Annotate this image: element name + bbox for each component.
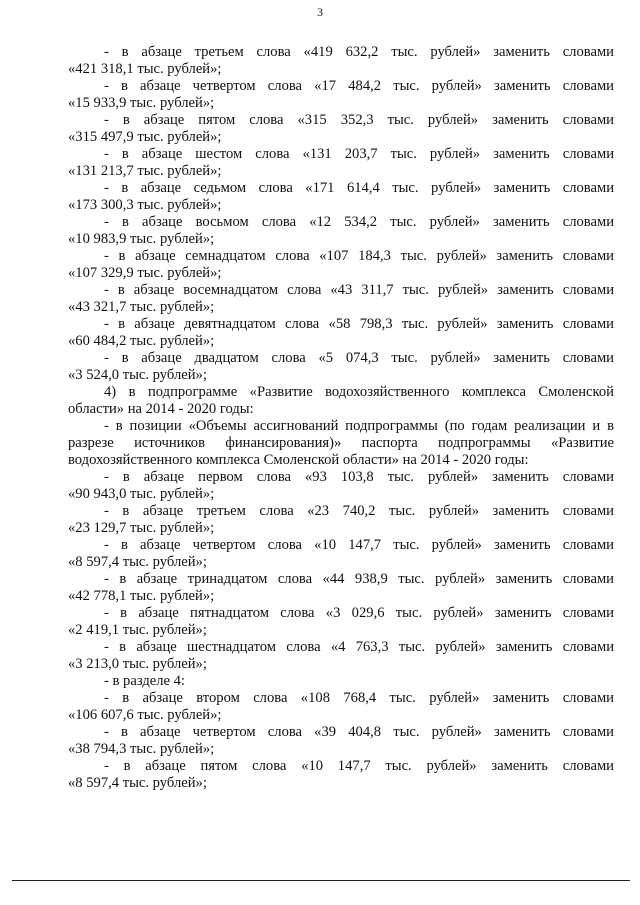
paragraph-line: «60 484,2 тыс. рублей»;: [68, 333, 215, 349]
paragraph: [68, 180, 614, 214]
paragraph-line: - в абзаце четвертом слова «10 147,7 тыс. рублей» заменить словами: [104, 537, 614, 553]
paragraph-line: «42 778,1 тыс. рублей»;: [68, 588, 215, 604]
paragraph-line: 4) в подпрограмме «Развитие водохозяйственного комплекса Смоленской: [104, 384, 614, 400]
paragraph: [68, 758, 614, 792]
paragraph-line: «315 497,9 тыс. рублей»;: [68, 129, 222, 145]
paragraph-line: - в абзаце семнадцатом слова «107 184,3 тыс. рублей» заменить словами: [104, 248, 614, 264]
paragraph-line: «8 597,4 тыс. рублей»;: [68, 554, 207, 570]
paragraph-line: «106 607,6 тыс. рублей»;: [68, 707, 222, 723]
paragraph-line: - в абзаце седьмом слова «171 614,4 тыс. рублей» заменить словами: [104, 180, 614, 196]
paragraph-line: - в абзаце двадцатом слова «5 074,3 тыс. рублей» заменить словами: [104, 350, 614, 366]
paragraph: [68, 673, 614, 690]
paragraph: [68, 112, 614, 146]
paragraph: [68, 350, 614, 384]
paragraph: [68, 537, 614, 571]
paragraph-line: «421 318,1 тыс. рублей»;: [68, 61, 222, 77]
paragraph-line: - в абзаце пятом слова «315 352,3 тыс. рублей» заменить словами: [104, 112, 614, 128]
paragraph-line: «107 329,9 тыс. рублей»;: [68, 265, 222, 281]
paragraph-line: «23 129,7 тыс. рублей»;: [68, 520, 215, 536]
paragraph-line: - в позиции «Объемы ассигнований подпрограммы (по годам реализации и в: [104, 418, 614, 434]
paragraph-line: «2 419,1 тыс. рублей»;: [68, 622, 207, 638]
paragraph: [68, 605, 614, 639]
paragraph: [68, 214, 614, 248]
paragraph-line: - в разделе 4:: [104, 673, 185, 689]
paragraph-line: - в абзаце первом слова «93 103,8 тыс. рублей» заменить словами: [104, 469, 614, 485]
paragraph-line: «38 794,3 тыс. рублей»;: [68, 741, 215, 757]
paragraph: [68, 469, 614, 503]
paragraph: [68, 503, 614, 537]
paragraph-line: - в абзаце третьем слова «419 632,2 тыс. рублей» заменить словами: [104, 44, 614, 60]
paragraph-line: области» на 2014 - 2020 годы:: [68, 401, 254, 417]
paragraph-line: водохозяйственного комплекса Смоленской области» на 2014 - 2020 годы:: [68, 452, 529, 468]
paragraph-line: «173 300,3 тыс. рублей»;: [68, 197, 222, 213]
paragraph-line: - в абзаце пятнадцатом слова «3 029,6 тыс. рублей» заменить словами: [104, 605, 614, 621]
paragraph-line: - в абзаце шестнадцатом слова «4 763,3 тыс. рублей» заменить словами: [104, 639, 614, 655]
paragraph-line: - в абзаце шестом слова «131 203,7 тыс. рублей» заменить словами: [104, 146, 614, 162]
paragraph-line: «3 213,0 тыс. рублей»;: [68, 656, 207, 672]
paragraph: [68, 248, 614, 282]
paragraph-line: - в абзаце четвертом слова «39 404,8 тыс. рублей» заменить словами: [104, 724, 614, 740]
paragraph: [68, 724, 614, 758]
paragraph-line: разрезе источников финансирования)» паспорта подпрограммы «Развитие: [68, 435, 614, 451]
paragraph: [68, 418, 614, 469]
paragraph-line: «15 933,9 тыс. рублей»;: [68, 95, 215, 111]
paragraph: [68, 384, 614, 418]
paragraph: [68, 690, 614, 724]
paragraph-line: - в абзаце восьмом слова «12 534,2 тыс. рублей» заменить словами: [104, 214, 614, 230]
paragraph-line: - в абзаце пятом слова «10 147,7 тыс. рублей» заменить словами: [104, 758, 614, 774]
paragraph-line: «3 524,0 тыс. рублей»;: [68, 367, 207, 383]
paragraph: [68, 44, 614, 78]
paragraph: [68, 639, 614, 673]
document-body: [68, 44, 614, 792]
paragraph-line: - в абзаце третьем слова «23 740,2 тыс. рублей» заменить словами: [104, 503, 614, 519]
paragraph-line: «43 321,7 тыс. рублей»;: [68, 299, 215, 315]
paragraph-line: - в абзаце восемнадцатом слова «43 311,7 тыс. рублей» заменить словами: [104, 282, 614, 298]
footer-rule: [12, 880, 630, 881]
paragraph: [68, 146, 614, 180]
paragraph-line: «131 213,7 тыс. рублей»;: [68, 163, 222, 179]
paragraph: [68, 282, 614, 316]
paragraph-line: - в абзаце тринадцатом слова «44 938,9 тыс. рублей» заменить словами: [104, 571, 614, 587]
paragraph: [68, 316, 614, 350]
paragraph-line: «8 597,4 тыс. рублей»;: [68, 775, 207, 791]
paragraph-line: «90 943,0 тыс. рублей»;: [68, 486, 215, 502]
page-number: 3: [317, 5, 323, 19]
paragraph-line: - в абзаце втором слова «108 768,4 тыс. рублей» заменить словами: [104, 690, 614, 706]
paragraph: [68, 571, 614, 605]
paragraph-line: «10 983,9 тыс. рублей»;: [68, 231, 215, 247]
paragraph-line: - в абзаце девятнадцатом слова «58 798,3 тыс. рублей» заменить словами: [104, 316, 614, 332]
paragraph: [68, 78, 614, 112]
paragraph-line: - в абзаце четвертом слова «17 484,2 тыс. рублей» заменить словами: [104, 78, 614, 94]
